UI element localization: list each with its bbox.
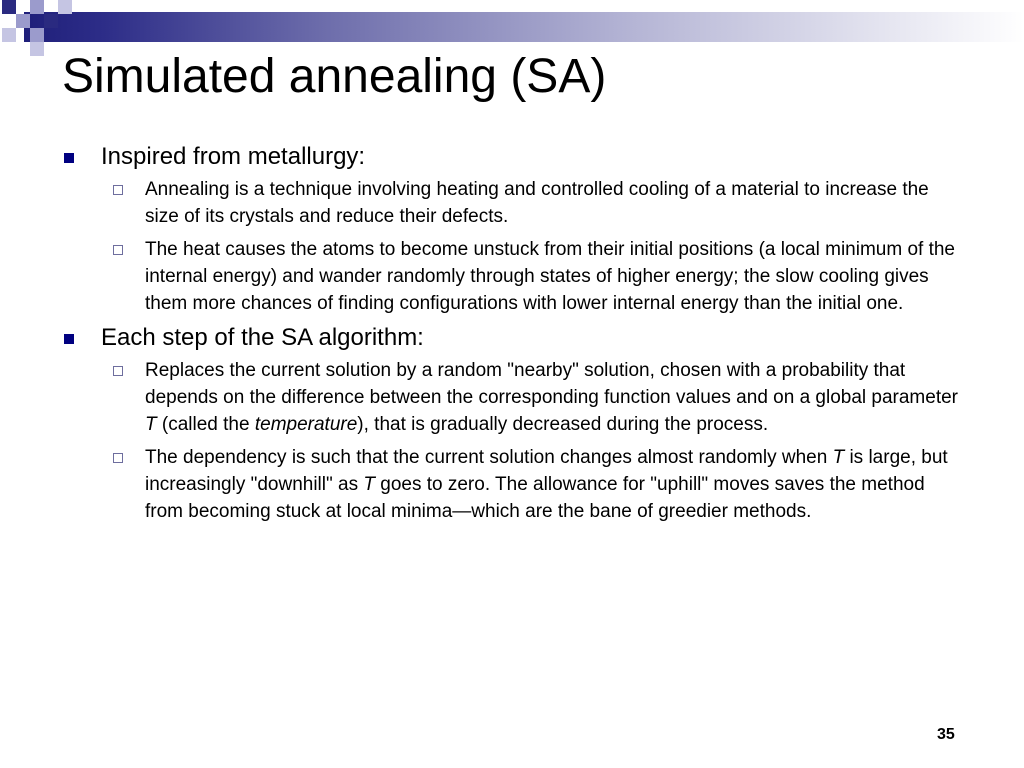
sub-bullet-dependency bbox=[60, 444, 960, 525]
slide-title: Simulated annealing (SA) bbox=[62, 50, 607, 103]
sub-bullet-annealing bbox=[60, 176, 960, 230]
page-number: 35 bbox=[937, 726, 955, 743]
sub-bullet-text: Replaces the current solution by a random "nearby" solution, chosen with a probability that depends on the difference between the corresponding function values and on a global parameter T (called the temperature), that is gradually decreased during the process. bbox=[145, 360, 959, 435]
slide-content bbox=[60, 142, 960, 531]
bullet-text: Inspired from metallurgy: bbox=[101, 143, 366, 170]
bullet-each-step bbox=[60, 323, 960, 353]
sub-bullet-replaces bbox=[60, 357, 960, 438]
bullet-text: Each step of the SA algorithm: bbox=[101, 324, 424, 351]
sub-bullet-text: The heat causes the atoms to become unstuck from their initial positions (a local minimum of the internal energy) and wander randomly through states of higher energy; the slow cooling gives them more chances of finding configurations with lower internal energy than the initial one. bbox=[145, 239, 955, 314]
sub-bullet-text: Annealing is a technique involving heating and controlled cooling of a material to increase the size of its crystals and reduce their defects. bbox=[145, 179, 929, 227]
sub-bullet-heat bbox=[60, 236, 960, 317]
hollow-square-bullet-icon bbox=[113, 453, 123, 463]
hollow-square-bullet-icon bbox=[113, 245, 123, 255]
hollow-square-bullet-icon bbox=[113, 366, 123, 376]
square-bullet-icon bbox=[64, 153, 74, 163]
hollow-square-bullet-icon bbox=[113, 185, 123, 195]
header-gradient-bar bbox=[24, 12, 1024, 42]
sub-bullet-text: The dependency is such that the current solution changes almost randomly when T is large, but increasingly "downhill" as T goes to zero. The allowance for "uphill" moves saves the method from becoming stuck at local minima—which are the bane of greedier methods. bbox=[145, 447, 948, 522]
bullet-inspired bbox=[60, 142, 960, 172]
square-bullet-icon bbox=[64, 334, 74, 344]
